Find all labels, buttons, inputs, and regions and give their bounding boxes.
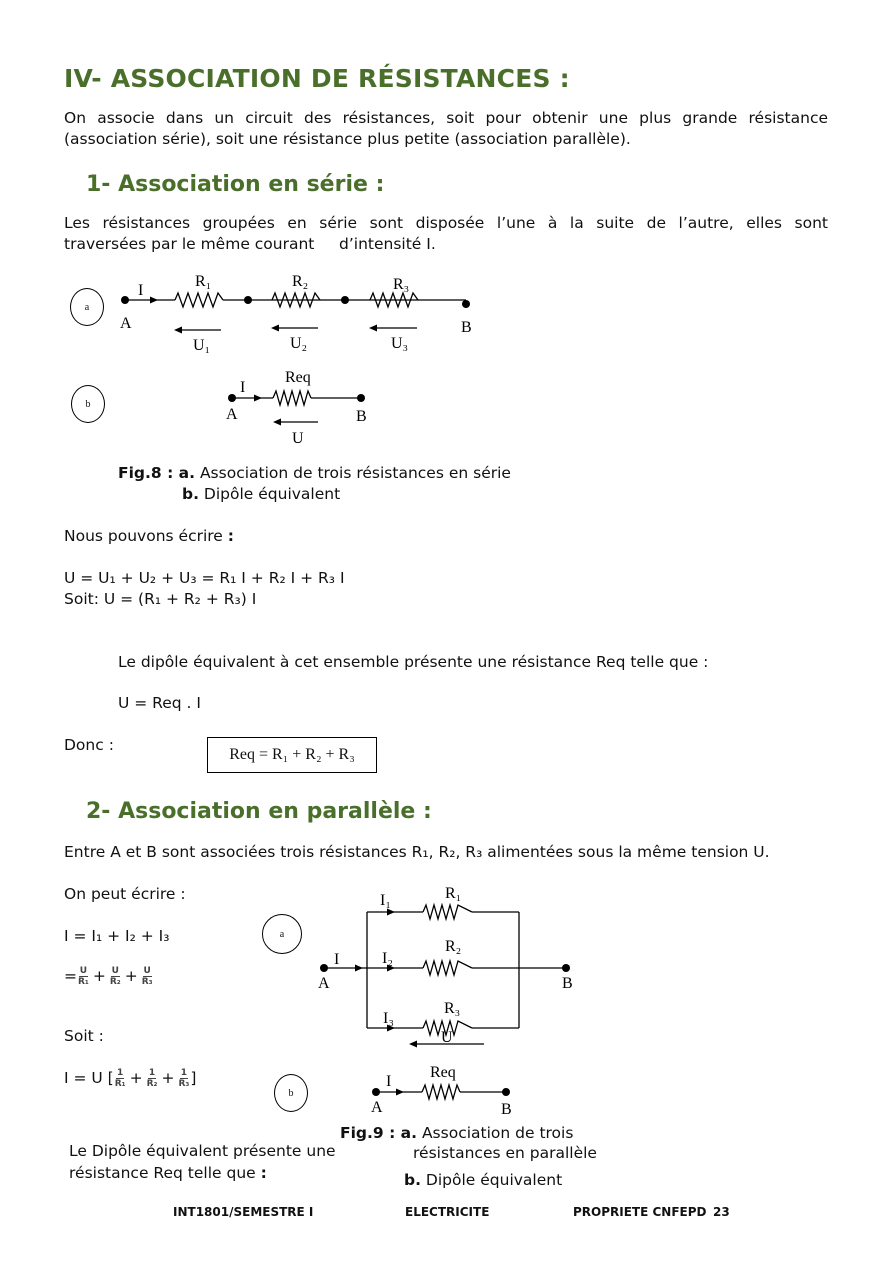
- series-eq-resistor: Req: [285, 369, 311, 386]
- fig8-b-text: Dipôle équivalent: [198, 485, 341, 503]
- frac-num: 1: [148, 1068, 156, 1078]
- eq3-suffix: ]: [190, 1069, 197, 1087]
- fraction-u-r2: [110, 966, 121, 987]
- parallel-r3-label: R₃: [444, 1000, 461, 1017]
- section-title: IV- ASSOCIATION DE RÉSISTANCES :: [64, 64, 570, 93]
- footer-owner: PROPRIETE CNFEPD: [573, 1205, 707, 1219]
- parallele-heading: 2- Association en parallèle :: [86, 799, 432, 824]
- parallele-equation-3: [64, 1068, 196, 1089]
- plus-sign: +: [161, 1069, 175, 1087]
- intro-line-1: On associe dans un circuit des résistances, soit pour obtenir une plus grande résistance: [64, 109, 828, 127]
- parallel-node-a: A: [318, 975, 330, 992]
- fig8-a-text: Association de trois résistances en série: [195, 464, 511, 482]
- plus-sign: +: [124, 967, 138, 985]
- on-peut-ecrire: On peut écrire :: [64, 885, 186, 903]
- parallele-text: Entre A et B sont associées trois résistances R₁, R₂, R₃ alimentées sous la même tension U.: [64, 843, 770, 861]
- frac-num: U: [111, 966, 119, 976]
- parallel-i3-label: I₃: [383, 1010, 394, 1027]
- series-eq-current: I: [240, 379, 246, 396]
- footer-course: INT1801/SEMESTRE I: [173, 1205, 314, 1219]
- parallel-eq-node-b: B: [501, 1101, 512, 1118]
- plus-sign: +: [92, 967, 106, 985]
- parallel-eq-resistor: Req: [430, 1064, 456, 1081]
- serie-equation-3: U = Req . I: [118, 694, 201, 712]
- fig8-b-letter: b.: [182, 485, 199, 503]
- parallel-i1-label: I₁: [380, 892, 391, 909]
- series-current-label: I: [138, 282, 144, 299]
- fraction-u-r3: [142, 966, 153, 987]
- series-r1-label: R₁: [195, 273, 212, 290]
- frac-den: R₁: [78, 977, 89, 987]
- serie-text-line-1: Les résistances groupées en série sont disposée l’une à la suite de l’autre, elles sont: [64, 214, 828, 232]
- dipole-line-2-text: résistance Req telle que: [69, 1164, 261, 1182]
- soit-label: Soit :: [64, 1027, 104, 1045]
- nous-pouvons-text: Nous pouvons écrire: [64, 527, 228, 545]
- fig9-a-letter: a.: [400, 1124, 418, 1142]
- parallel-voltage-label: U: [441, 1029, 453, 1046]
- parallele-equation-1: I = I₁ + I₂ + I₃: [64, 927, 170, 945]
- fig9-label: Fig.9 :: [340, 1124, 401, 1142]
- parallele-equation-2: [64, 966, 154, 987]
- fig8-a-letter: a.: [178, 464, 196, 482]
- frac-num: 1: [117, 1068, 124, 1078]
- diagram-label-circle-a: a: [70, 288, 104, 326]
- eq3-prefix: I = U [: [64, 1069, 114, 1087]
- dipole-line-2-colon: :: [260, 1164, 267, 1182]
- fraction-1-r1: [115, 1068, 126, 1089]
- series-circuit-diagram: [110, 268, 490, 358]
- fig8-label: Fig.8 :: [118, 464, 179, 482]
- parallel-eq-node-a: A: [371, 1099, 383, 1116]
- diagram-label-circle-b: b: [71, 385, 105, 423]
- series-eq-voltage: U: [292, 430, 304, 447]
- frac-num: 1: [180, 1068, 188, 1078]
- frac-den: R₃: [178, 1079, 190, 1089]
- fig9-b-text: Dipôle équivalent: [420, 1171, 563, 1189]
- intro-line-2: (association série), soit une résistance plus petite (association parallèle).: [64, 130, 631, 148]
- fig8-caption-b: [182, 484, 340, 505]
- frac-den: R₂: [109, 977, 121, 987]
- parallel-current-label: I: [334, 951, 340, 968]
- fig9-caption-a: [340, 1123, 573, 1144]
- serie-equation-2: Soit: U = (R₁ + R₂ + R₃) I: [64, 590, 257, 608]
- eq2-prefix: =: [64, 967, 77, 985]
- donc-label: Donc :: [64, 736, 114, 754]
- fraction-u-r1: [78, 966, 89, 987]
- fig8-caption-a: [118, 463, 511, 484]
- footer-subject: ELECTRICITE: [405, 1205, 490, 1219]
- series-r3-label: R₃: [393, 276, 410, 293]
- parallel-i2-label: I₂: [382, 950, 393, 967]
- series-eq-node-a: A: [226, 406, 238, 423]
- parallel-diagram-circle-a: a: [262, 914, 302, 954]
- parallel-circuit-diagram: [310, 880, 590, 1050]
- footer-page-number: 23: [713, 1205, 730, 1219]
- parallel-diagram-circle-b: b: [274, 1074, 308, 1112]
- plus-sign: +: [129, 1069, 143, 1087]
- series-node-b: B: [461, 319, 472, 336]
- frac-den: R₁: [114, 1079, 126, 1089]
- parallele-dipole-line-1: Le Dipôle équivalent présente une: [69, 1142, 336, 1160]
- parallele-dipole-line-2: [69, 1163, 267, 1184]
- parallel-node-b: B: [562, 975, 573, 992]
- nous-pouvons-colon: :: [227, 527, 234, 545]
- parallel-r2-label: R₂: [445, 938, 462, 955]
- series-result-box: Req = R₁ + R₂ + R₃: [207, 737, 377, 773]
- series-u1-label: U₁: [193, 337, 211, 354]
- serie-equation-1: U = U₁ + U₂ + U₃ = R₁ I + R₂ I + R₃ I: [64, 569, 345, 587]
- serie-dipole-text: Le dipôle équivalent à cet ensemble présente une résistance Req telle que :: [118, 653, 709, 671]
- fraction-1-r2: [147, 1068, 158, 1089]
- series-eq-node-b: B: [356, 408, 367, 425]
- frac-den: R₂: [146, 1079, 158, 1089]
- series-u2-label: U₂: [290, 335, 308, 352]
- fig9-b-letter: b.: [404, 1171, 421, 1189]
- frac-num: U: [79, 966, 88, 976]
- frac-num: U: [143, 966, 151, 976]
- series-u3-label: U₃: [391, 335, 409, 352]
- fig9-a-text-2: résistances en parallèle: [413, 1144, 597, 1162]
- serie-heading: 1- Association en série :: [86, 172, 385, 197]
- fig9-a-text: Association de trois: [417, 1124, 574, 1142]
- frac-den: R₃: [141, 977, 153, 987]
- parallel-r1-label: R₁: [445, 885, 462, 902]
- series-equivalent-diagram: [218, 362, 378, 452]
- nous-pouvons-ecrire: [64, 526, 234, 547]
- fraction-1-r3: [178, 1068, 189, 1089]
- series-node-a: A: [120, 315, 132, 332]
- parallel-eq-current: I: [386, 1073, 392, 1090]
- parallel-equivalent-diagram: [362, 1060, 522, 1120]
- serie-text-line-2: traversées par le même courant d’intensité I.: [64, 235, 436, 253]
- series-r2-label: R₂: [292, 273, 309, 290]
- fig9-caption-b: [404, 1170, 562, 1191]
